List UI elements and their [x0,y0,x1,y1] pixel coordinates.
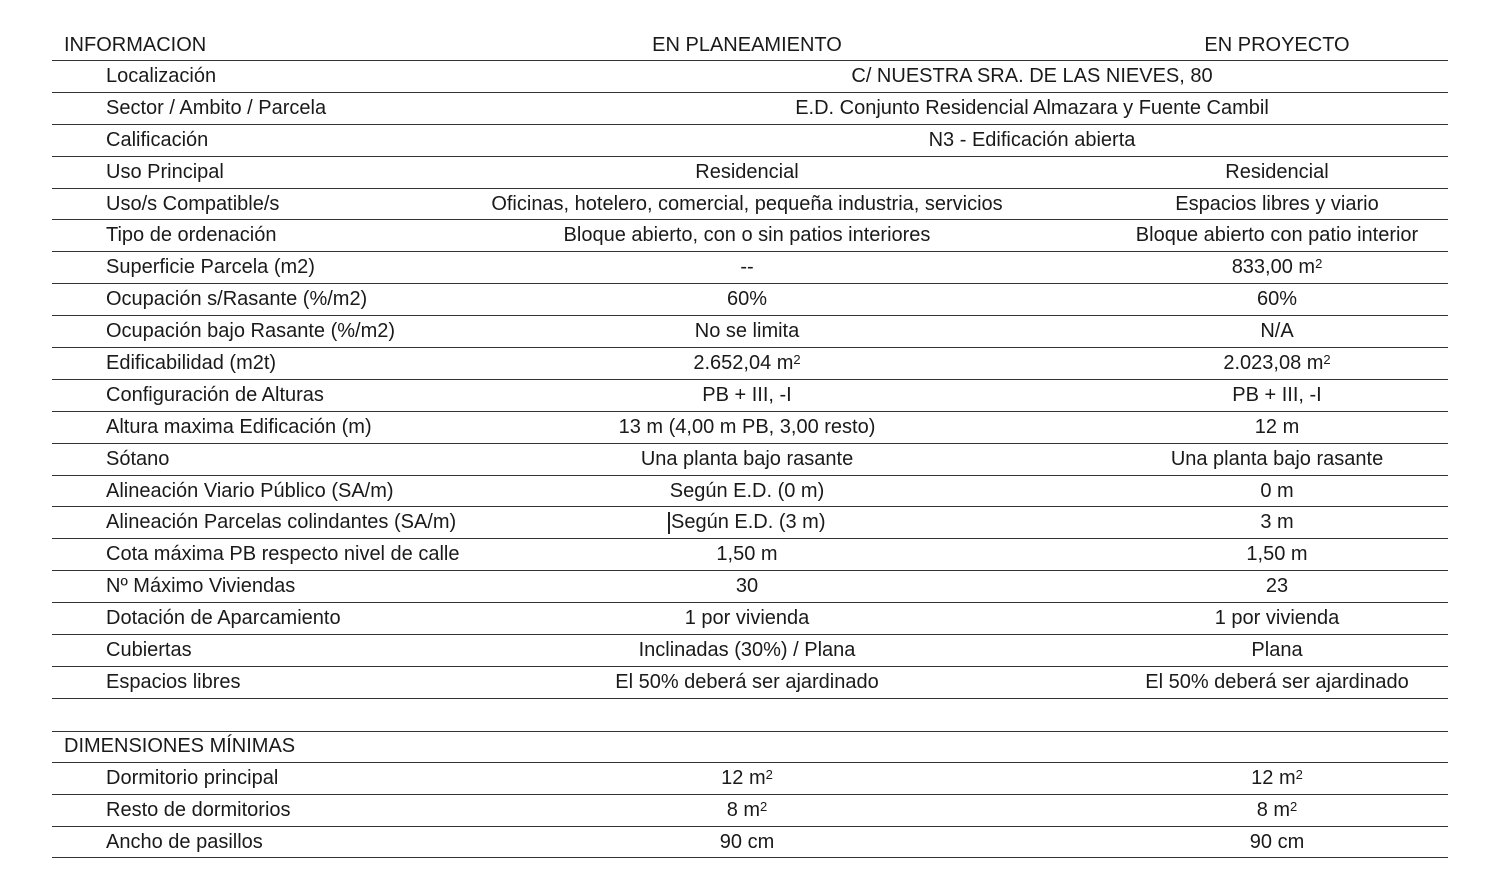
row-value-planeamiento-cell [472,827,1022,858]
row-label: Dotación de Aparcamiento [106,607,341,630]
row-value-planeamiento: 90 cm [719,830,775,853]
row-value-planeamiento: 12 m [721,766,766,789]
row-value-planeamiento: 30 [735,575,759,598]
row-value-planeamiento-cell [472,667,1022,698]
table-row [52,220,1448,252]
row-value-proyecto: 833,00 m [1231,256,1316,279]
table-row [52,93,1448,125]
row-value-proyecto-cell [1112,603,1442,634]
row-value-planeamiento: Oficinas, hotelero, comercial, pequeña industria, servicios [491,192,1003,215]
row-value-planeamiento: Según E.D. (0 m) [669,479,825,502]
table-row [52,61,1448,93]
row-label: Sótano [106,447,170,470]
row-label: Superficie Parcela (m2) [106,256,315,279]
row-value-planeamiento-cell [472,507,1022,538]
row-value-proyecto: Bloque abierto con patio interior [1135,224,1419,247]
row-value-planeamiento-cell [472,157,1022,188]
table-row [52,444,1448,476]
row-label: Edificabilidad (m2t) [106,351,277,374]
row-value-proyecto: El 50% deberá ser ajardinado [1145,670,1409,693]
row-label: Calificación [106,128,209,151]
row-label: Sector / Ambito / Parcela [106,96,327,119]
row-value-planeamiento-cell [472,252,1022,283]
row-value-proyecto-cell [1112,157,1442,188]
row-value-planeamiento: -- [740,256,754,279]
table-row [52,412,1448,444]
row-value-planeamiento-cell [472,539,1022,570]
row-value-proyecto-cell [1112,476,1442,507]
row-value-planeamiento: 60% [726,288,768,311]
table-row [52,539,1448,571]
table-row [52,507,1448,539]
row-value-planeamiento-cell [472,763,1022,794]
row-label: Dormitorio principal [106,766,279,789]
row-value-planeamiento: 2.652,04 m [693,351,794,374]
row-value-planeamiento: 1 por vivienda [684,607,810,630]
dimensiones-header [52,732,1448,763]
row-value-proyecto-cell [1112,412,1442,443]
section-divider [52,699,1448,732]
row-value-planeamiento: 13 m (4,00 m PB, 3,00 resto) [618,415,876,438]
row-value-proyecto-cell [1112,539,1442,570]
table-row [52,284,1448,316]
row-value-proyecto-cell [1112,571,1442,602]
text-cursor [668,512,670,534]
row-value-planeamiento-cell [472,635,1022,666]
table-row [52,125,1448,157]
row-value-planeamiento: PB + III, -I [702,383,792,406]
row-value-merged: C/ NUESTRA SRA. DE LAS NIEVES, 80 [851,64,1213,87]
row-label: Uso Principal [106,160,224,183]
table-row [52,635,1448,667]
row-value-planeamiento-cell [472,189,1022,220]
row-value-proyecto: 60% [1256,288,1298,311]
table-header [52,30,1448,61]
row-value-proyecto-cell [1112,348,1442,379]
row-value-planeamiento-cell [472,284,1022,315]
row-value-proyecto: Plana [1251,638,1303,661]
row-label: Ancho de pasillos [106,830,263,853]
row-value-proyecto-cell [1112,189,1442,220]
superscript: 2 [1290,798,1298,814]
header-proyecto: EN PROYECTO [1204,33,1350,56]
row-value-proyecto-cell [1112,635,1442,666]
superscript: 2 [1315,256,1323,272]
row-label: Ocupación bajo Rasante (%/m2) [106,320,396,343]
row-value-planeamiento-cell [472,220,1022,251]
row-label: Alineación Viario Público (SA/m) [106,479,394,502]
row-value-proyecto: 8 m [1256,798,1291,821]
row-label: Ocupación s/Rasante (%/m2) [106,288,368,311]
row-value-proyecto-cell [1112,795,1442,826]
row-value-proyecto-cell [1112,252,1442,283]
table-row [52,157,1448,189]
row-value-proyecto-cell [1112,220,1442,251]
table-row [52,348,1448,380]
row-value-planeamiento-cell [472,444,1022,475]
row-value-planeamiento: No se limita [694,320,800,343]
row-label: Tipo de ordenación [106,224,277,247]
row-label: Alineación Parcelas colindantes (SA/m) [106,511,457,534]
row-value-planeamiento-cell [472,380,1022,411]
table-row [52,795,1448,827]
row-value-planeamiento: Inclinadas (30%) / Plana [638,638,856,661]
dimensiones-body [52,763,1448,859]
row-value-planeamiento-cell [472,316,1022,347]
row-value-merged: N3 - Edificación abierta [928,128,1136,151]
row-value-planeamiento: Bloque abierto, con o sin patios interiores [563,224,931,247]
row-value-proyecto: 12 m [1254,415,1300,438]
row-label: Cota máxima PB respecto nivel de calle [106,543,460,566]
table-row [52,667,1448,699]
superscript: 2 [1295,766,1303,782]
row-value-planeamiento-cell [472,571,1022,602]
row-value-proyecto-cell [1112,763,1442,794]
superscript: 2 [1323,351,1331,367]
row-label: Uso/s Compatible/s [106,192,280,215]
row-label: Configuración de Alturas [106,383,324,406]
table-row [52,380,1448,412]
row-value-proyecto-cell [1112,827,1442,858]
row-value-proyecto-cell [1112,444,1442,475]
dimensiones-title: DIMENSIONES MÍNIMAS [64,735,296,758]
row-value-planeamiento: Según E.D. (3 m) [670,511,826,534]
superscript: 2 [760,798,768,814]
row-value-proyecto-cell [1112,316,1442,347]
row-value-proyecto: 3 m [1260,511,1294,534]
row-value-proyecto: 12 m [1251,766,1296,789]
row-value-planeamiento: 1,50 m [716,543,778,566]
row-label: Localización [106,64,217,87]
row-value-proyecto: 2.023,08 m [1223,351,1324,374]
row-value-proyecto-cell [1112,667,1442,698]
table-row [52,827,1448,859]
table-row [52,252,1448,284]
row-value-proyecto-cell [1112,284,1442,315]
row-value-proyecto: 23 [1265,575,1289,598]
info-table [52,30,1448,858]
table-row [52,476,1448,508]
table-row [52,763,1448,795]
row-value-planeamiento-cell [472,348,1022,379]
row-value-proyecto: 0 m [1260,479,1294,502]
row-value-proyecto-cell [1112,507,1442,538]
table-row [52,571,1448,603]
row-label: Cubiertas [106,638,192,661]
row-value-proyecto: PB + III, -I [1232,383,1322,406]
table-row [52,603,1448,635]
row-value-merged: E.D. Conjunto Residencial Almazara y Fuente Cambil [795,96,1269,119]
row-value-proyecto: Residencial [1225,160,1329,183]
row-label: Nº Máximo Viviendas [106,575,296,598]
row-value-planeamiento: El 50% deberá ser ajardinado [615,670,879,693]
row-value-proyecto-cell [1112,380,1442,411]
table-body [52,61,1448,699]
table-row [52,189,1448,221]
row-value-planeamiento: Residencial [695,160,799,183]
row-value-proyecto: 90 cm [1249,830,1305,853]
row-value-proyecto: 1,50 m [1246,543,1308,566]
row-value-proyecto: N/A [1260,320,1294,343]
row-value-planeamiento: Una planta bajo rasante [640,447,854,470]
superscript: 2 [793,351,801,367]
header-informacion: INFORMACION [64,33,207,56]
row-value-planeamiento-cell [472,603,1022,634]
header-planeamiento: EN PLANEAMIENTO [652,33,842,56]
row-value-planeamiento-cell [472,795,1022,826]
row-value-proyecto: 1 por vivienda [1214,607,1340,630]
superscript: 2 [765,766,773,782]
row-label: Espacios libres [106,670,241,693]
row-value-planeamiento-cell [472,412,1022,443]
table-row [52,316,1448,348]
row-label: Resto de dormitorios [106,798,291,821]
row-value-planeamiento-cell [472,476,1022,507]
row-value-proyecto: Espacios libres y viario [1175,192,1379,215]
row-value-planeamiento: 8 m [726,798,761,821]
row-value-proyecto: Una planta bajo rasante [1170,447,1384,470]
row-label: Altura maxima Edificación (m) [106,415,372,438]
